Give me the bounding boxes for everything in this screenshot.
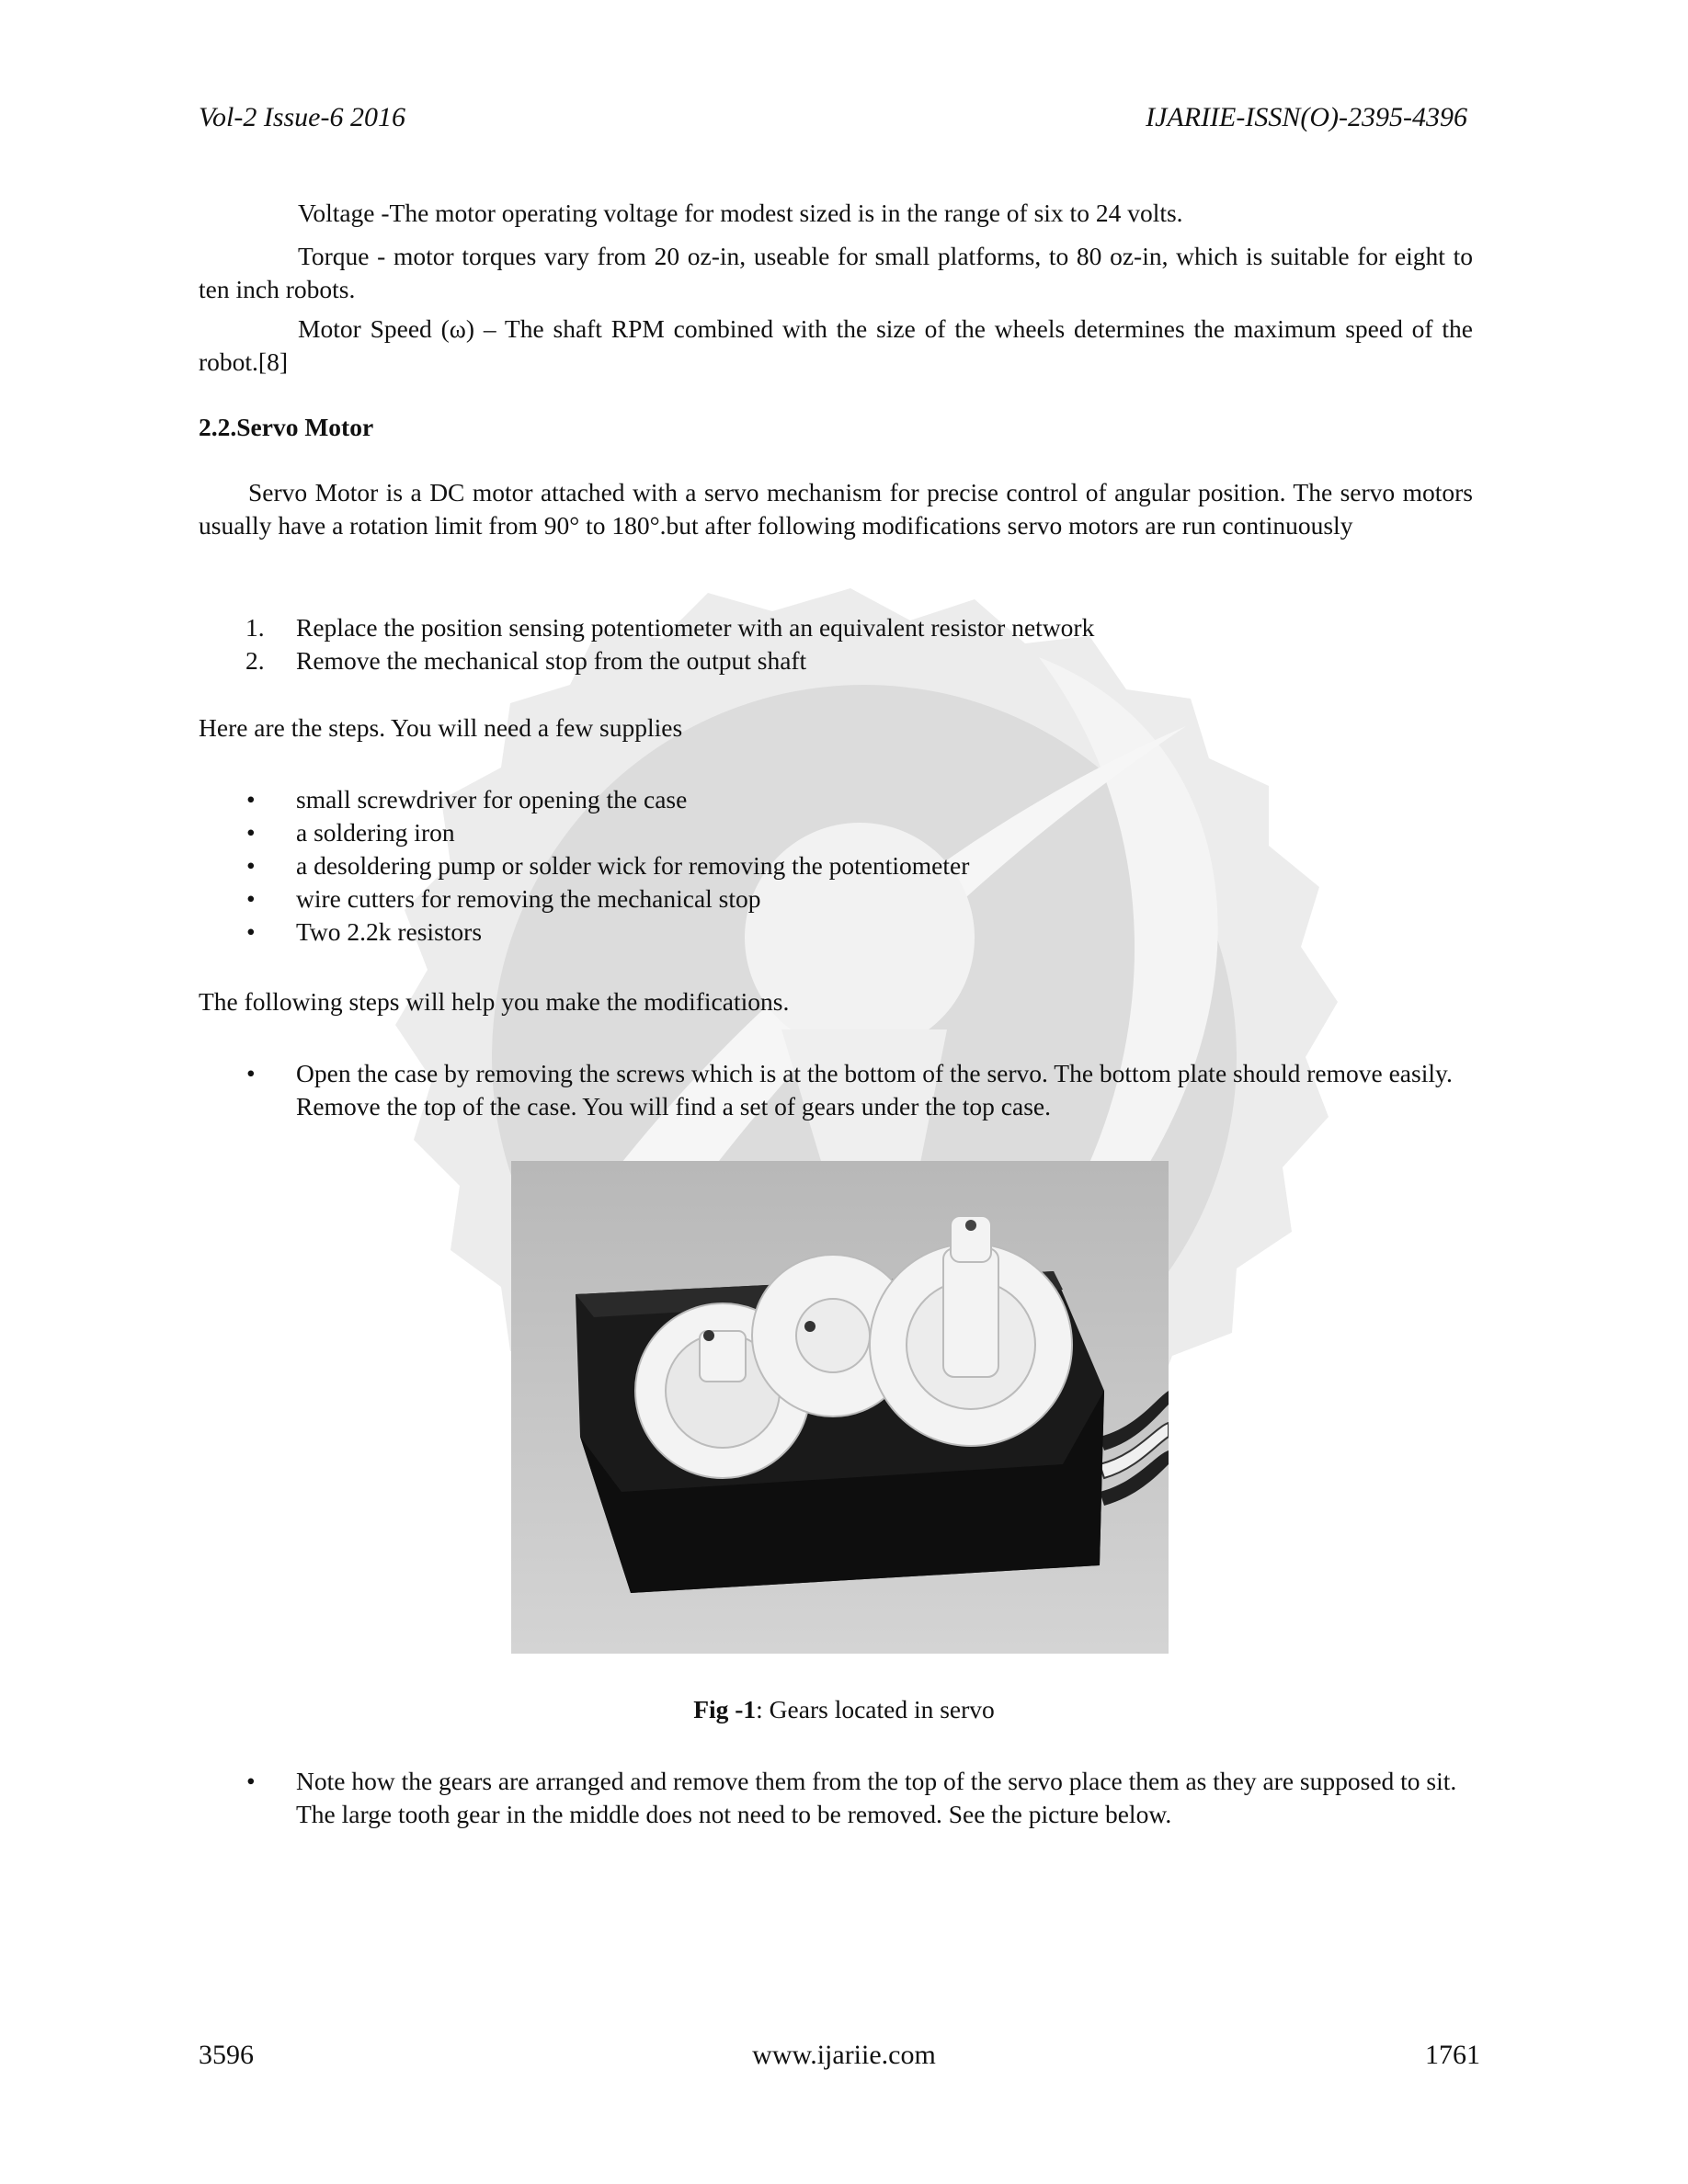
paragraph-servo-intro xyxy=(199,476,1473,542)
supply-item: wire cutters for removing the mechanical stop xyxy=(296,884,761,913)
step-item: Note how the gears are arranged and remove them from the top of the servo place them as they are supposed to sit. The large tooth gear in the middle does not need to be removed. See the picture below. xyxy=(296,1767,1457,1828)
supply-item: small screwdriver for opening the case xyxy=(296,785,688,813)
list-number: 1. xyxy=(245,613,265,642)
figure-label: Fig -1 xyxy=(693,1695,757,1723)
list-number: 2. xyxy=(245,646,265,675)
footer-website: www.ijariie.com xyxy=(752,2040,936,2070)
paragraph-servo-intro-text: Servo Motor is a DC motor attached with a servo mechanism for precise control of angular position. The servo motors usually have a rotation limit from 90° to 180°.but after following modifications servo motors are run continuously xyxy=(199,478,1473,540)
bullet-icon: • xyxy=(246,1059,256,1087)
running-header-volume: Vol-2 Issue-6 2016 xyxy=(199,102,405,132)
supply-item: a desoldering pump or solder wick for removing the potentiometer xyxy=(296,851,970,880)
bullet-icon: • xyxy=(246,851,256,880)
supply-item: Two 2.2k resistors xyxy=(296,917,483,946)
paragraph-voltage-text: Voltage -The motor operating voltage for modest sized is in the range of six to 24 volts. xyxy=(298,199,1183,227)
step-item: Open the case by removing the screws which is at the bottom of the servo. The bottom plate should remove easily. Remove the top of the case. You will find a set of gears under the top case. xyxy=(296,1059,1453,1120)
paragraph-voltage xyxy=(199,197,1473,230)
numbered-list-item: Remove the mechanical stop from the output shaft xyxy=(296,646,807,675)
paragraph-motor-speed-text: Motor Speed (ω) – The shaft RPM combined with the size of the wheels determines the maximum speed of the robot.[8] xyxy=(199,314,1473,376)
bullet-icon: • xyxy=(246,884,256,913)
supplies-intro: Here are the steps. You will need a few supplies xyxy=(199,713,683,742)
bullet-icon: • xyxy=(246,818,256,847)
steps-intro: The following steps will help you make the modifications. xyxy=(199,987,790,1016)
running-header-issn: IJARIIE-ISSN(O)-2395-4396 xyxy=(1146,102,1467,132)
footer-paper-id: 3596 xyxy=(199,2040,254,2070)
bullet-icon: • xyxy=(246,1767,256,1795)
section-heading-servo-motor: 2.2.Servo Motor xyxy=(199,413,374,441)
footer-page-number: 1761 xyxy=(1425,2040,1480,2070)
numbered-list-item: Replace the position sensing potentiometer with an equivalent resistor network xyxy=(296,613,1095,642)
bullet-icon: • xyxy=(246,917,256,946)
figure-caption xyxy=(0,1693,1688,1726)
paragraph-motor-speed xyxy=(199,313,1473,379)
supply-item: a soldering iron xyxy=(296,818,455,847)
paragraph-torque-text: Torque - motor torques vary from 20 oz-in, useable for small platforms, to 80 oz-in, which is suitable for eight to ten inch robots. xyxy=(199,242,1473,303)
servo-gears-photo xyxy=(511,1161,1169,1654)
figure-caption-text: : Gears located in servo xyxy=(756,1695,995,1723)
paragraph-torque xyxy=(199,240,1473,306)
bullet-icon: • xyxy=(246,785,256,813)
